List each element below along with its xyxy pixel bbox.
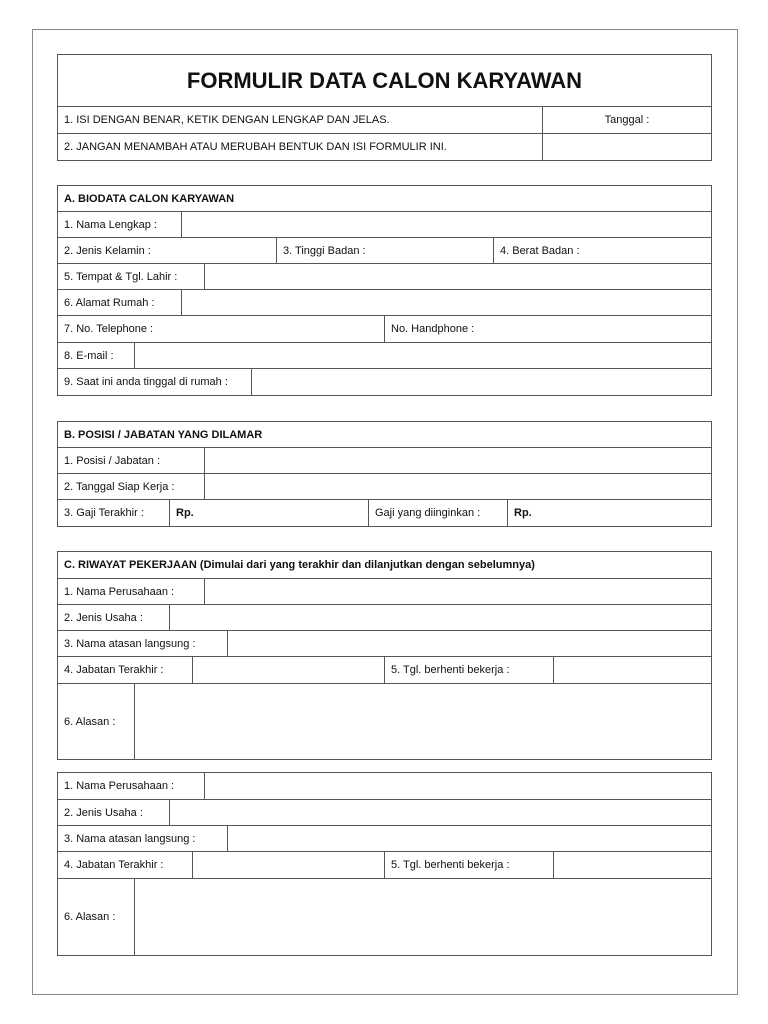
perusahaan-row: [58, 773, 711, 800]
title-row: [58, 55, 711, 107]
jabatan-row: [58, 852, 711, 879]
tinggal-label: 9. Saat ini anda tinggal di rumah :: [64, 376, 228, 388]
alasan-label: 6. Alasan :: [64, 715, 116, 728]
nama-perusahaan-field[interactable]: [204, 579, 711, 604]
alasan-row: [58, 684, 711, 759]
section-b-heading: B. POSISI / JABATAN YANG DILAMAR: [64, 428, 263, 441]
gaji-diinginkan-field[interactable]: Rp.: [507, 500, 711, 526]
gaji-terakhir-label: 3. Gaji Terakhir :: [64, 507, 144, 519]
posisi-field[interactable]: [204, 448, 711, 473]
tgl-berhenti-field[interactable]: [553, 852, 711, 878]
gaji-terakhir-field[interactable]: Rp.: [169, 500, 368, 526]
posisi-label: 1. Posisi / Jabatan :: [64, 454, 160, 467]
email-label: 8. E-mail :: [64, 349, 114, 362]
section-a-heading: A. BIODATA CALON KARYAWAN: [64, 192, 235, 205]
atasan-row: [58, 826, 711, 852]
email-field[interactable]: [134, 343, 711, 368]
nama-atasan-label: 3. Nama atasan langsung :: [64, 637, 196, 650]
telepon-row: [58, 316, 711, 343]
jabatan-terakhir-field[interactable]: [192, 852, 384, 878]
jenis-usaha-field[interactable]: [169, 605, 711, 630]
handphone-label: No. Handphone :: [384, 316, 711, 342]
nama-atasan-label: 3. Nama atasan langsung :: [64, 832, 196, 845]
tgl-berhenti-label: 5. Tgl. berhenti bekerja :: [384, 852, 553, 878]
section-b-heading-row: [58, 422, 711, 448]
section-c-heading-row: [58, 552, 711, 579]
tempat-lahir-row: [58, 264, 711, 290]
email-row: [58, 343, 711, 369]
jabatan-terakhir-label: 4. Jabatan Terakhir :: [64, 859, 164, 871]
tanggal-siap-row: [58, 474, 711, 500]
posisi-row: [58, 448, 711, 474]
section-a-heading-row: [58, 186, 711, 212]
tanggal-siap-field[interactable]: [204, 474, 711, 499]
instruction-row-2: [58, 134, 711, 160]
jenis-usaha-field[interactable]: [169, 800, 711, 825]
tanggal-siap-label: 2. Tanggal Siap Kerja :: [64, 480, 175, 493]
nama-perusahaan-label: 1. Nama Perusahaan :: [64, 780, 175, 792]
section-c: [57, 551, 712, 760]
nama-lengkap-label: 1. Nama Lengkap :: [64, 218, 157, 231]
section-c-title: C. RIWAYAT PEKERJAAN: [64, 559, 197, 571]
nama-perusahaan-field[interactable]: [204, 773, 711, 799]
section-c-note: (Dimulai dari yang terakhir dan dilanjutkan dengan sebelumnya): [199, 559, 535, 571]
jenis-usaha-label: 2. Jenis Usaha :: [64, 806, 143, 819]
alasan-label: 6. Alasan :: [64, 911, 116, 923]
instruction-2: 2. JANGAN MENAMBAH ATAU MERUBAH BENTUK DAN ISI FORMULIR INI.: [64, 141, 447, 153]
instruction-1: 1. ISI DENGAN BENAR, KETIK DENGAN LENGKAP DAN JELAS.: [64, 114, 390, 126]
instruction-row-1: [58, 107, 711, 134]
section-b: [57, 421, 712, 527]
alasan-field[interactable]: [134, 879, 711, 955]
alasan-row: [58, 879, 711, 955]
alamat-field[interactable]: [181, 290, 711, 315]
nama-lengkap-row: [58, 212, 711, 238]
jabatan-row: [58, 657, 711, 684]
tgl-berhenti-label: 5. Tgl. berhenti bekerja :: [384, 657, 553, 683]
perusahaan-row: [58, 579, 711, 605]
jenis-kelamin-label: 2. Jenis Kelamin :: [64, 244, 151, 257]
tinggi-badan-label: 3. Tinggi Badan :: [276, 238, 493, 263]
gaji-row: [58, 500, 711, 526]
tempat-lahir-field[interactable]: [204, 264, 711, 289]
jenis-usaha-label: 2. Jenis Usaha :: [64, 611, 143, 624]
nama-lengkap-field[interactable]: [181, 212, 711, 237]
tempat-lahir-label: 5. Tempat & Tgl. Lahir :: [64, 270, 178, 283]
date-label: Tanggal :: [542, 107, 711, 133]
form-title: FORMULIR DATA CALON KARYAWAN: [186, 67, 583, 93]
jenis-usaha-row: [58, 605, 711, 631]
alasan-field[interactable]: [134, 684, 711, 759]
jabatan-terakhir-field[interactable]: [192, 657, 384, 683]
gaji-diinginkan-label: Gaji yang diinginkan :: [368, 500, 507, 526]
section-c-entry-2: [57, 772, 712, 956]
tgl-berhenti-field[interactable]: [553, 657, 711, 683]
tinggal-row: [58, 369, 711, 395]
nama-atasan-field[interactable]: [227, 631, 711, 656]
jenis-usaha-row: [58, 800, 711, 826]
form-header: [57, 54, 712, 161]
jabatan-terakhir-label: 4. Jabatan Terakhir :: [64, 664, 164, 676]
alamat-label: 6. Alamat Rumah :: [64, 296, 155, 309]
nama-perusahaan-label: 1. Nama Perusahaan :: [64, 585, 175, 598]
alamat-row: [58, 290, 711, 316]
section-c-heading: [58, 552, 711, 578]
fisik-row: [58, 238, 711, 264]
atasan-row: [58, 631, 711, 657]
nama-atasan-field[interactable]: [227, 826, 711, 851]
tinggal-field[interactable]: [251, 369, 711, 395]
date-field[interactable]: [542, 134, 711, 160]
telephone-label: 7. No. Telephone :: [64, 323, 154, 335]
berat-badan-label: 4. Berat Badan :: [493, 238, 711, 263]
section-a: [57, 185, 712, 396]
